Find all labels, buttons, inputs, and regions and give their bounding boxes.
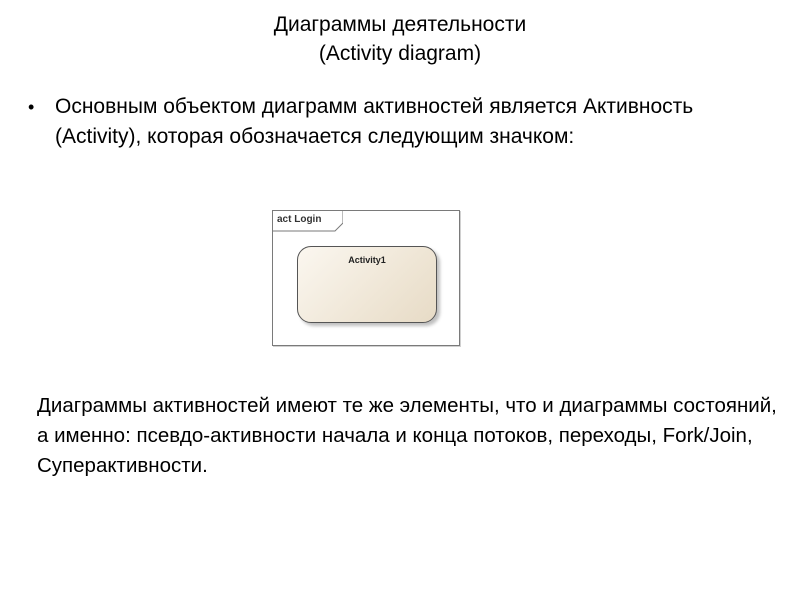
bullet-marker: • [28,97,35,117]
slide-title-line-1: Диаграммы деятельности [273,13,527,36]
bullet-text: Основным объектом диаграмм активностей является Активность (Activity), которая обозначается следующим значком: [55,95,694,148]
activity-node [297,246,437,323]
bullet-item [22,92,722,152]
activity-diagram-frame [272,210,460,346]
activity-name: Activity1 [348,255,386,265]
slide-title-line-2: (Activity diagram) [318,42,482,65]
frame-label: act Login [277,214,322,225]
slide-title [0,10,800,68]
body-paragraph: Диаграммы активностей имеют те же элементы, что и диаграммы состояний, а именно: псевдо-активности начала и конца потоков, переходы, Fork/Join, Суперактивности. [37,394,777,477]
frame-label-tab [273,211,343,231]
